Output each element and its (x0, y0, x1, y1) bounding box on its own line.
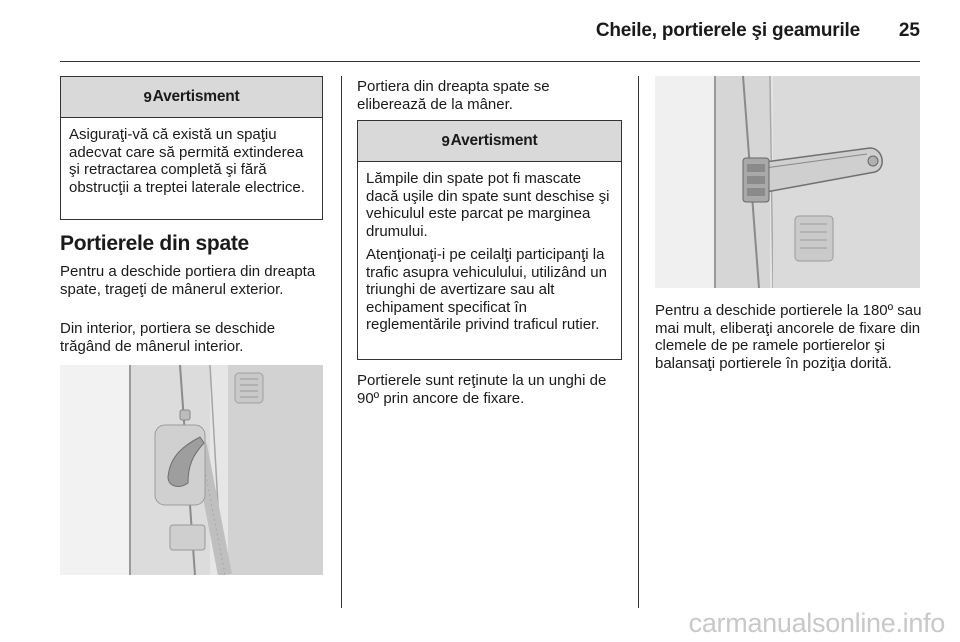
warning-header (61, 77, 322, 118)
paragraph-open-inside: Din interior, portiera se deschide trăgând de mânerul interior. (60, 320, 276, 355)
page-number: 25 (898, 20, 920, 41)
warning-text: Lămpile din spate pot fi mascate dacă uşile din spate sunt deschise şi vehiculul este parcat pe marginea drumului. (366, 170, 610, 240)
door-check-strap-illustration (655, 76, 920, 288)
warning-box-lights (357, 120, 622, 360)
door-check-strap-photo (655, 76, 920, 288)
warning-body (61, 118, 322, 204)
paragraph-open-outside: Pentru a deschide portiera din dreapta spate, trageţi de mânerul exterior. (60, 263, 316, 298)
warning-title: Avertisment (450, 132, 538, 149)
header-rule (60, 61, 920, 62)
warning-title: Avertisment (152, 88, 240, 105)
watermark: carmanualsonline.info (688, 608, 945, 638)
paragraph-door-anchors: Portierele sunt reţinute la un unghi de 90º prin ancore de fixare. (357, 372, 607, 407)
warning-icon: 9 (441, 132, 450, 150)
warning-text: Atenţionaţi-i pe ceilalţi participanţi la trafic asupra vehiculului, utilizând un triunghi de avertizare sau alt echipament specificat în reglementările privind traficul rutier. (366, 246, 607, 333)
section-heading: Portierele din spate (60, 232, 249, 255)
column-divider-left (341, 76, 342, 608)
page-title: Cheile, portierele şi geamurile (595, 20, 860, 41)
warning-header (358, 121, 621, 162)
warning-text: Asiguraţi-vă că există un spaţiu adecvat care să permită extinderea şi retractarea completă şi fără obstrucţii a treptei laterale electrice. (69, 126, 305, 196)
warning-icon: 9 (143, 88, 152, 106)
warning-box-step (60, 76, 323, 220)
interior-door-handle-photo (60, 365, 323, 575)
paragraph-release: Portiera din dreapta spate se eliberează de la mâner. (357, 78, 550, 113)
column-divider-right (638, 76, 639, 608)
interior-door-handle-illustration (60, 365, 323, 575)
paragraph-180-degrees: Pentru a deschide portierele la 180º sau mai mult, eliberaţi ancorele de fixare din clemele de pe ramele portierelor şi balansaţi portierele în poziţia dorită. (655, 302, 922, 372)
warning-body (358, 162, 621, 342)
